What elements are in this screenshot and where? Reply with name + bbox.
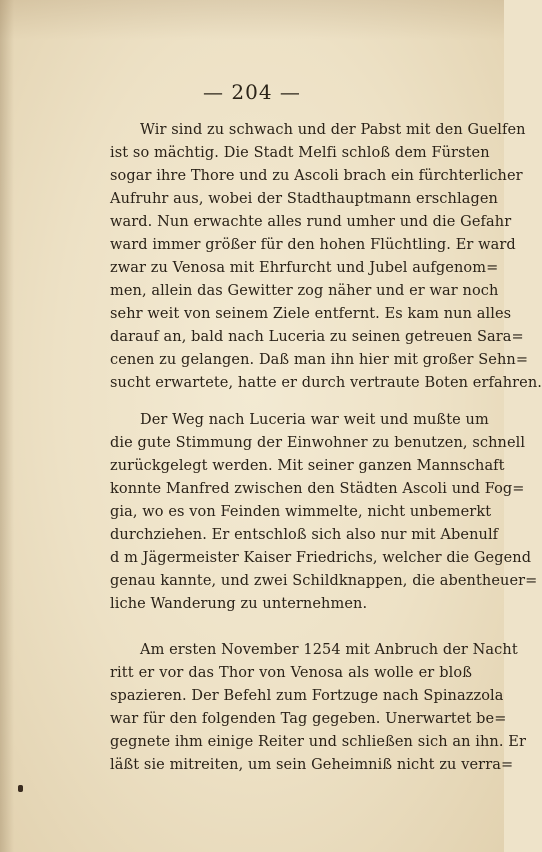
text-line: gegnete ihm einige Reiter und schließen sich an ihn. Er — [110, 734, 526, 750]
text-line: spazieren. Der Befehl zum Fortzuge nach Spinazzola — [110, 688, 504, 704]
text-line: ward. Nun erwachte alles rund umher und die Gefahr — [110, 214, 512, 230]
ink-spot — [18, 785, 23, 792]
text-line: Aufruhr aus, wobei der Stadthauptmann erschlagen — [110, 191, 498, 207]
text-line: Am ersten November 1254 mit Anbruch der Nacht — [140, 642, 518, 658]
text-line: durchziehen. Er entschloß sich also nur mit Abenulf — [110, 527, 499, 543]
text-line: war für den folgenden Tag gegeben. Unerwartet be= — [110, 711, 507, 727]
text-line: Der Weg nach Luceria war weit und mußte um — [140, 412, 489, 428]
text-line: sucht erwartete, hatte er durch vertraute Boten erfahren. — [110, 375, 542, 391]
text-line: sehr weit von seinem Ziele entfernt. Es kam nun alles — [110, 306, 512, 322]
binding-shadow — [0, 0, 14, 852]
text-line: liche Wanderung zu unternehmen. — [110, 596, 368, 612]
paper-stain — [0, 0, 504, 40]
text-line: genau kannte, und zwei Schildknappen, die abentheuer= — [110, 573, 538, 589]
text-line: zwar zu Venosa mit Ehrfurcht und Jubel aufgenom= — [110, 260, 499, 276]
text-line: die gute Stimmung der Einwohner zu benutzen, schnell — [110, 435, 526, 451]
text-line: sogar ihre Thore und zu Ascoli brach ein fürchterlicher — [110, 168, 523, 184]
text-line: zurückgelegt werden. Mit seiner ganzen Mannschaft — [110, 458, 505, 474]
text-line: d m Jägermeister Kaiser Friedrichs, welcher die Gegend — [110, 550, 532, 566]
text-line: darauf an, bald nach Luceria zu seinen getreuen Sara= — [110, 329, 524, 345]
page-number: — 204 — — [203, 80, 301, 104]
text-line: ritt er vor das Thor von Venosa als wolle er bloß — [110, 665, 472, 681]
text-line: gia, wo es von Feinden wimmelte, nicht unbemerkt — [110, 504, 492, 520]
text-line: konnte Manfred zwischen den Städten Ascoli und Fog= — [110, 481, 525, 497]
text-line: ward immer größer für den hohen Flüchtling. Er ward — [110, 237, 516, 253]
text-line: läßt sie mitreiten, um sein Geheimniß nicht zu verra= — [110, 757, 514, 773]
text-line: men, allein das Gewitter zog näher und er war noch — [110, 283, 499, 299]
text-line: ist so mächtig. Die Stadt Melfi schloß dem Fürsten — [110, 145, 490, 161]
text-line: Wir sind zu schwach und der Pabst mit den Guelfen — [140, 122, 526, 138]
text-line: cenen zu gelangen. Daß man ihn hier mit großer Sehn= — [110, 352, 529, 368]
